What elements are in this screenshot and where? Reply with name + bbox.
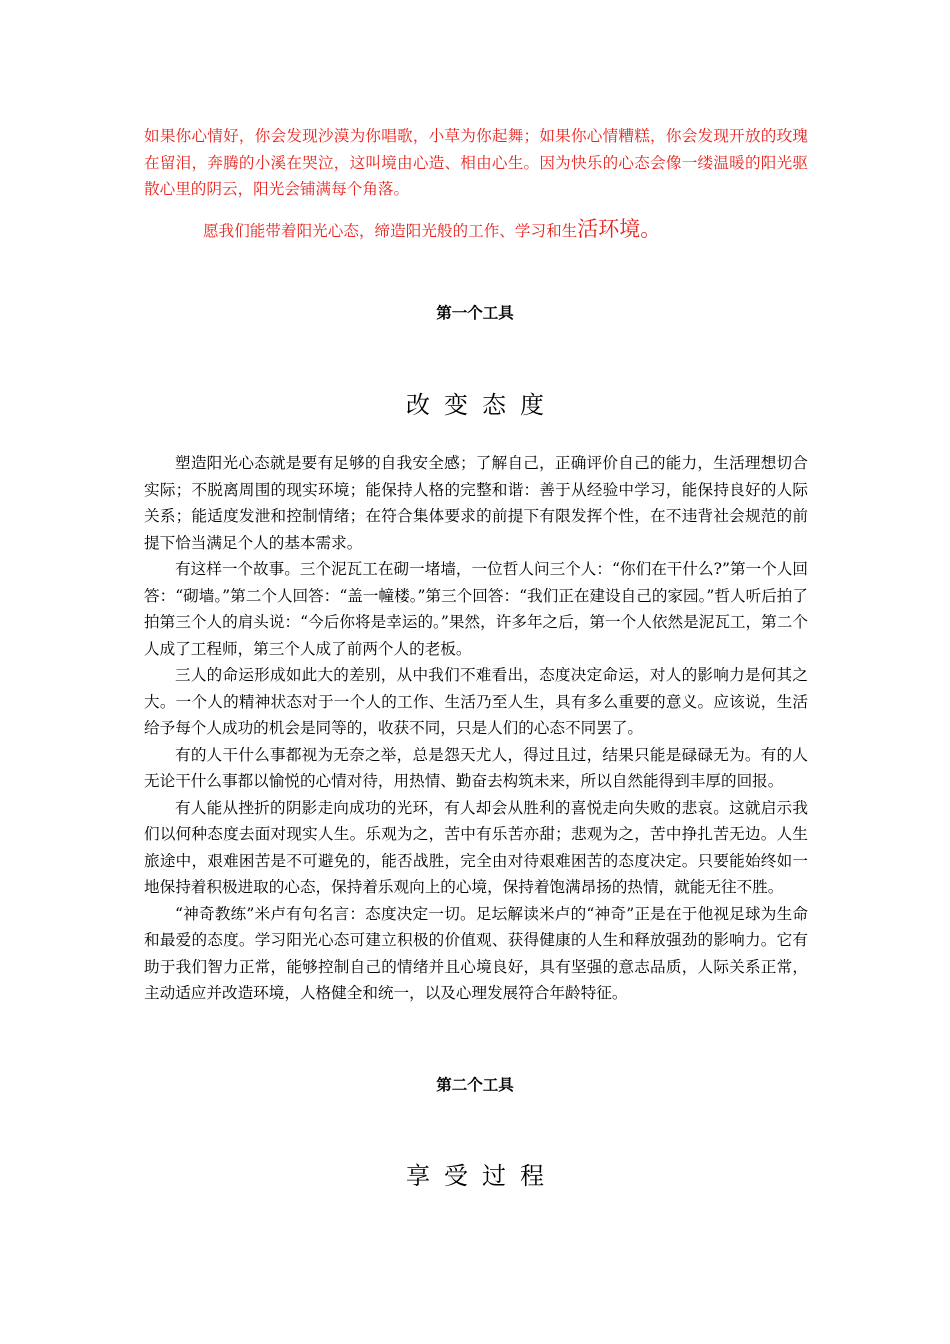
paragraph: “神奇教练”米卢有句名言：态度决定一切。足坛解读米卢的“神奇”正是在于他视足球为生命和最爱的态度。学习阳光心态可建立积极的价值观、获得健康的人生和释放强劲的影响力。它有助于我们智力正常，能够控制自己的情绪并且心境良好，具有坚强的意志品质，人际关系正常，主动适应并改造环境，人格健全和统一，以及心理发展符合年龄特征。: [144, 904, 808, 1002]
tool2-title: 享受过程: [406, 1162, 558, 1190]
tool2-label: 第二个工具: [436, 1076, 514, 1094]
wish-line: [203, 216, 661, 244]
intro-paragraph: 如果你心情好，你会发现沙漠为你唱歌，小草为你起舞；如果你心情糟糕，你会发现开放的玫瑰在留泪，奔腾的小溪在哭泣，这叫境由心造、相由心生。因为快乐的心态会像一缕温暖的阳光驱散心里的阴云，阳光会铺满每个角落。: [144, 127, 808, 198]
body-text: [144, 450, 808, 1007]
tool1-label: 第一个工具: [436, 304, 514, 322]
paragraph: 有这样一个故事。三个泥瓦工在砌一堵墙，一位哲人问三个人：“你们在干什么?”第一个人回答：“砌墙。”第二个人回答：“盖一幢楼。”第三个回答：“我们正在建设自己的家园。”哲人听后拍了拍第三个人的肩头说：“今后你将是幸运的。”果然，许多年之后，第一个人依然是泥瓦工，第二个人成了工程师，第三个人成了前两个人的老板。: [144, 560, 808, 658]
wish-main-text: 愿我们能带着阳光心态，缔造阳光般的工作、学习和生: [203, 222, 578, 240]
paragraph: 有的人干什么事都视为无奈之举，总是怨天尤人，得过且过，结果只能是碌碌无为。有的人无论干什么事都以愉悦的心情对待，用热情、勤奋去构筑未来，所以自然能得到丰厚的回报。: [144, 745, 808, 790]
tool1-title: 改变态度: [406, 391, 558, 419]
paragraph: 塑造阳光心态就是要有足够的自我安全感；了解自己，正确评价自己的能力，生活理想切合实际；不脱离周围的现实环境；能保持人格的完整和谐：善于从经验中学习，能保持良好的人际关系；能适度发泄和控制情绪；在符合集体要求的前提下有限发挥个性，在不违背社会规范的前提下恰当满足个人的基本需求。: [144, 454, 808, 552]
paragraph: 三人的命运形成如此大的差别，从中我们不难看出，态度决定命运，对人的影响力是何其之大。一个人的精神状态对于一个人的工作、生活乃至人生，具有多么重要的意义。应该说，生活给予每个人成功的机会是同等的，收获不同，只是人们的心态不同罢了。: [144, 666, 808, 737]
paragraph: 有人能从挫折的阴影走向成功的光环，有人却会从胜利的喜悦走向失败的悲哀。这就启示我们以何种态度去面对现实人生。乐观为之，苦中有乐苦亦甜；悲观为之，苦中挣扎苦无边。人生旅途中，艰难困苦是不可避免的，能否战胜，完全由对待艰难困苦的态度决定。只要能始终如一地保持着积极进取的心态，保持着乐观向上的心境，保持着饱满昂扬的热情，就能无往不胜。: [144, 798, 808, 896]
wish-emphasis-text: 活环境。: [577, 217, 662, 241]
